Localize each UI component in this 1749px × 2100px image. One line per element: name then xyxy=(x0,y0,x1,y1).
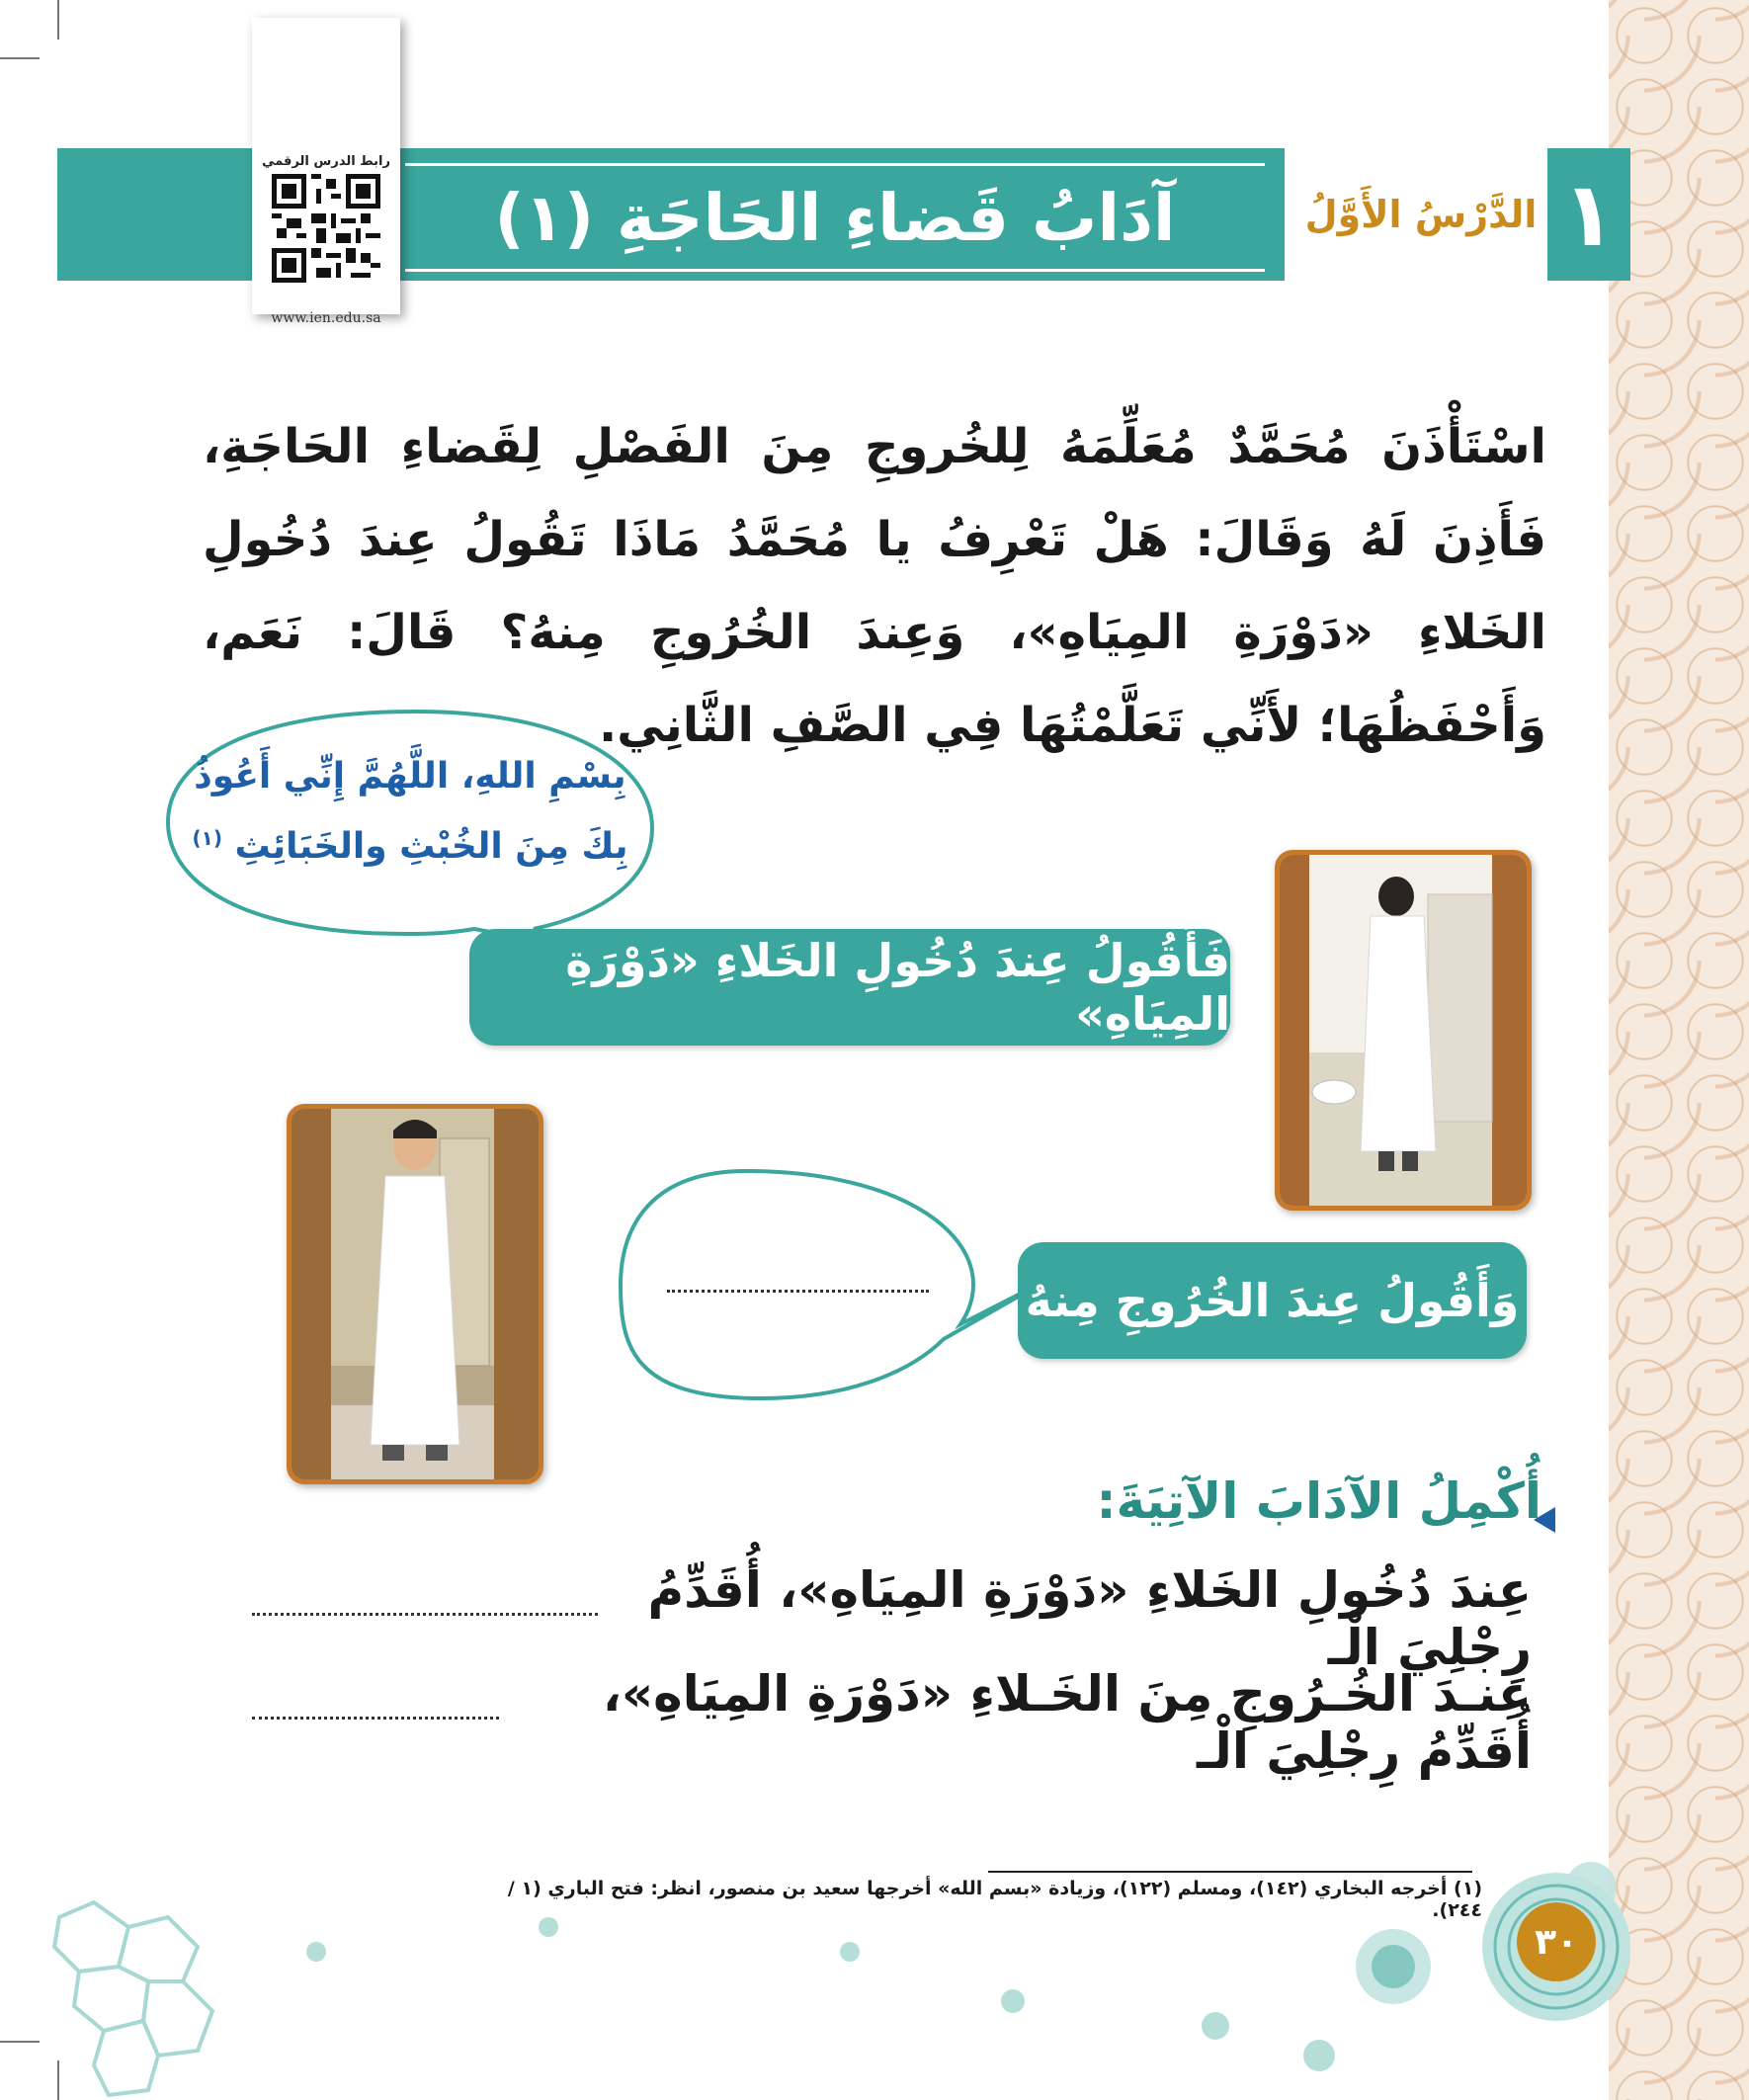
rosette-icons xyxy=(306,1862,1617,2071)
boy-entering-restroom-photo xyxy=(1275,850,1532,1211)
lesson-number: ١ xyxy=(1547,148,1630,281)
entry-dua-line2-wrap xyxy=(183,807,637,878)
exit-speech-bubble xyxy=(621,1171,1047,1398)
entry-dua-line1: بِسْمِ اللهِ، اللَّهُمَّ إِنِّي أَعُوذُ xyxy=(194,756,626,797)
exercise-line-1: عِندَ دُخُولِ الخَلاءِ «دَوْرَةِ المِيَاهِ»، أُقَدِّمُ رِجْلِيَ الْـ xyxy=(647,1561,1532,1676)
lesson-title: آدَابُ قَضاءِ الحَاجَةِ (١) xyxy=(405,163,1265,272)
footnote-text: (١) أخرجه البخاري (١٤٢)، ومسلم (١٢٢)، وزيادة «بسم الله» أخرجها سعيد بن منصور، انظر: فتح الباري (١ / ٢٤٤). xyxy=(507,1878,1482,1921)
exit-dua-blank[interactable] xyxy=(667,1290,929,1293)
intro-paragraph: اسْتَأْذَنَ مُحَمَّدٌ مُعَلِّمَهُ لِلخُروجِ مِنَ الفَصْلِ لِقَضاءِ الحَاجَةِ، فَأَذِنَ لَهُ وَقَالَ: هَلْ تَعْرِفُ يا مُحَمَّدُ مَاذَا تَقُولُ عِندَ دُخُولِ الخَلاءِ «دَوْرَةِ المِيَاهِ»، وَعِندَ الخُرُوجِ مِنهُ؟ قَالَ: نَعَم، وَأَحْفَظُهَا؛ لأَنِّي تَعَلَّمْتُهَا فِي الصَّفِ الثَّانِي. xyxy=(203,419,1546,753)
lesson-label: الدَّرْسُ الأَوَّلُ xyxy=(1294,148,1547,281)
footnote-reference: (١) xyxy=(192,826,222,850)
page-number: ٣٠ xyxy=(1517,1902,1596,1981)
qr-url[interactable]: www.ien.edu.sa xyxy=(271,310,381,326)
exercise-line-2: عِنـدَ الخُـرُوجِ مِنَ الخَـلاءِ «دَوْرَةِ المِيَاهِ»، أُقَدِّمُ رِجْلِيَ الْـ xyxy=(602,1665,1532,1780)
boy-exiting-restroom-photo xyxy=(287,1104,543,1484)
entry-dua-line2: بِكَ مِنَ الخُبْثِ والخَبَائِثِ xyxy=(234,826,628,867)
exit-saying-pill: وَأَقُولُ عِندَ الخُرُوجِ مِنهُ xyxy=(1018,1242,1527,1359)
entry-saying-pill: فَأَقُولُ عِندَ دُخُولِ الخَلاءِ «دَوْرَةِ المِيَاهِ» xyxy=(469,929,1230,1046)
boy-exiting-illustration xyxy=(292,1109,539,1479)
exercise-heading: أُكْمِلُ الآدَابَ الآتِيَةَ: xyxy=(1096,1472,1541,1530)
qr-caption: رابط الدرس الرقمي xyxy=(262,154,390,169)
exercise-blank-1[interactable] xyxy=(252,1613,598,1616)
boy-entering-illustration xyxy=(1280,855,1527,1206)
exercise-blank-2[interactable] xyxy=(252,1717,499,1720)
entry-dua-text xyxy=(183,746,637,878)
geometric-pattern-icon xyxy=(54,1902,212,2095)
